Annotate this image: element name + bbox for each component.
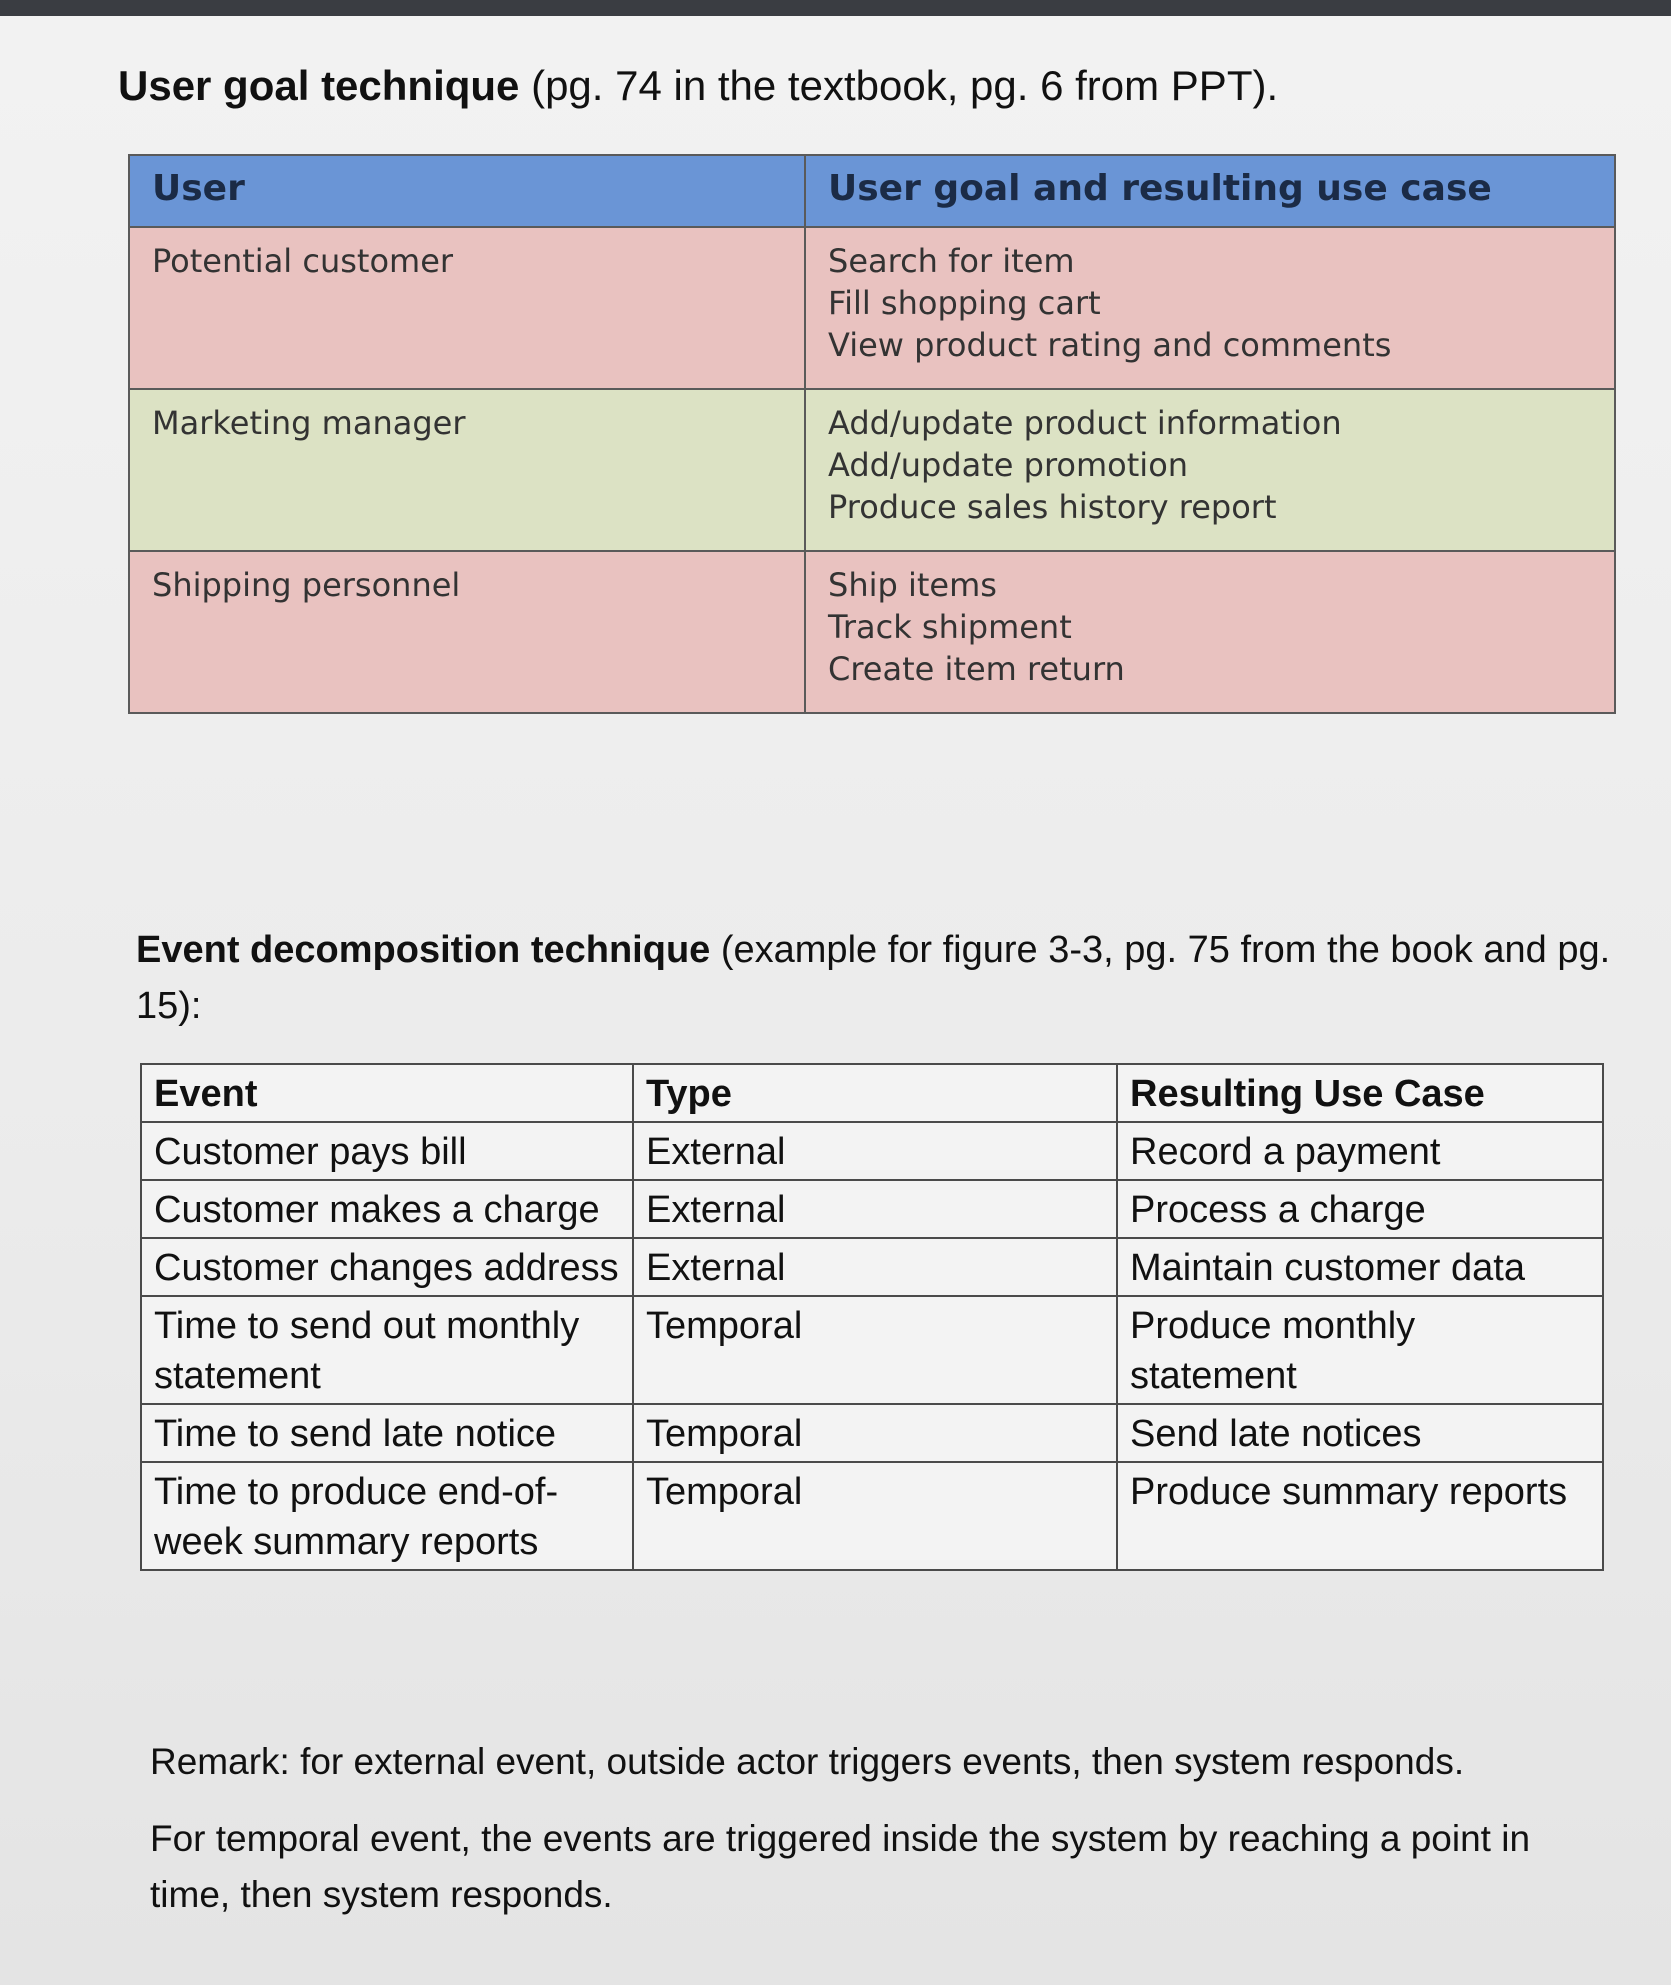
goal-item: Create item return (828, 650, 1125, 688)
user-goal-header-row (129, 155, 1615, 227)
type-cell: Temporal (633, 1404, 1117, 1462)
goal-item: View product rating and comments (828, 326, 1392, 364)
event-cell: Time to send late notice (141, 1404, 633, 1462)
goal-item: Produce sales history report (828, 488, 1277, 526)
table-row (141, 1180, 1603, 1238)
header-event: Event (141, 1064, 633, 1122)
use-case-cell: Maintain customer data (1117, 1238, 1603, 1296)
header-resulting-use-case: Resulting Use Case (1117, 1064, 1603, 1122)
table-row (141, 1238, 1603, 1296)
table-row (129, 389, 1615, 551)
table-row (141, 1296, 1603, 1404)
goal-item: Search for item (828, 242, 1075, 280)
user-cell: Shipping personnel (129, 551, 805, 713)
type-cell: External (633, 1180, 1117, 1238)
use-case-cell: Produce monthly statement (1117, 1296, 1603, 1404)
event-title-bold: Event decomposition technique (136, 929, 711, 971)
event-cell: Customer pays bill (141, 1122, 633, 1180)
type-cell: External (633, 1238, 1117, 1296)
goals-cell (805, 389, 1615, 551)
screen-top-bezel (0, 0, 1671, 16)
header-user-goal: User goal and resulting use case (805, 155, 1615, 227)
event-title-rest: (example for figure 3-3, pg. 75 from the book and pg. 15): (136, 929, 1611, 1027)
page-title (118, 60, 1278, 112)
table-row (141, 1462, 1603, 1570)
event-cell: Customer changes address (141, 1238, 633, 1296)
event-cell: Customer makes a charge (141, 1180, 633, 1238)
use-case-cell: Process a charge (1117, 1180, 1603, 1238)
event-section-title (136, 922, 1616, 1034)
goals-cell (805, 551, 1615, 713)
user-goal-table (128, 154, 1616, 714)
remark-external: Remark: for external event, outside actor triggers events, then system responds. (150, 1741, 1465, 1782)
user-cell: Marketing manager (129, 389, 805, 551)
use-case-cell: Send late notices (1117, 1404, 1603, 1462)
remark-temporal: For temporal event, the events are triggered inside the system by reaching a point in time, then system responds. (150, 1818, 1531, 1915)
header-type: Type (633, 1064, 1117, 1122)
title-rest: (pg. 74 in the textbook, pg. 6 from PPT). (519, 62, 1279, 109)
goals-cell (805, 227, 1615, 389)
goal-item: Ship items (828, 566, 997, 604)
title-bold: User goal technique (118, 62, 520, 109)
table-row (129, 551, 1615, 713)
event-cell: Time to produce end-of-week summary reports (141, 1462, 633, 1570)
table-row (141, 1404, 1603, 1462)
type-cell: Temporal (633, 1296, 1117, 1404)
type-cell: Temporal (633, 1462, 1117, 1570)
goal-item: Track shipment (828, 608, 1072, 646)
event-cell: Time to send out monthly statement (141, 1296, 633, 1404)
user-cell: Potential customer (129, 227, 805, 389)
use-case-cell: Produce summary reports (1117, 1462, 1603, 1570)
goal-item: Add/update product information (828, 404, 1342, 442)
use-case-cell: Record a payment (1117, 1122, 1603, 1180)
event-header-row (141, 1064, 1603, 1122)
goal-item: Add/update promotion (828, 446, 1189, 484)
type-cell: External (633, 1122, 1117, 1180)
header-user: User (129, 155, 805, 227)
table-row (141, 1122, 1603, 1180)
event-table (140, 1063, 1604, 1571)
goal-item: Fill shopping cart (828, 284, 1101, 322)
table-row (129, 227, 1615, 389)
document-page (0, 16, 1671, 1985)
